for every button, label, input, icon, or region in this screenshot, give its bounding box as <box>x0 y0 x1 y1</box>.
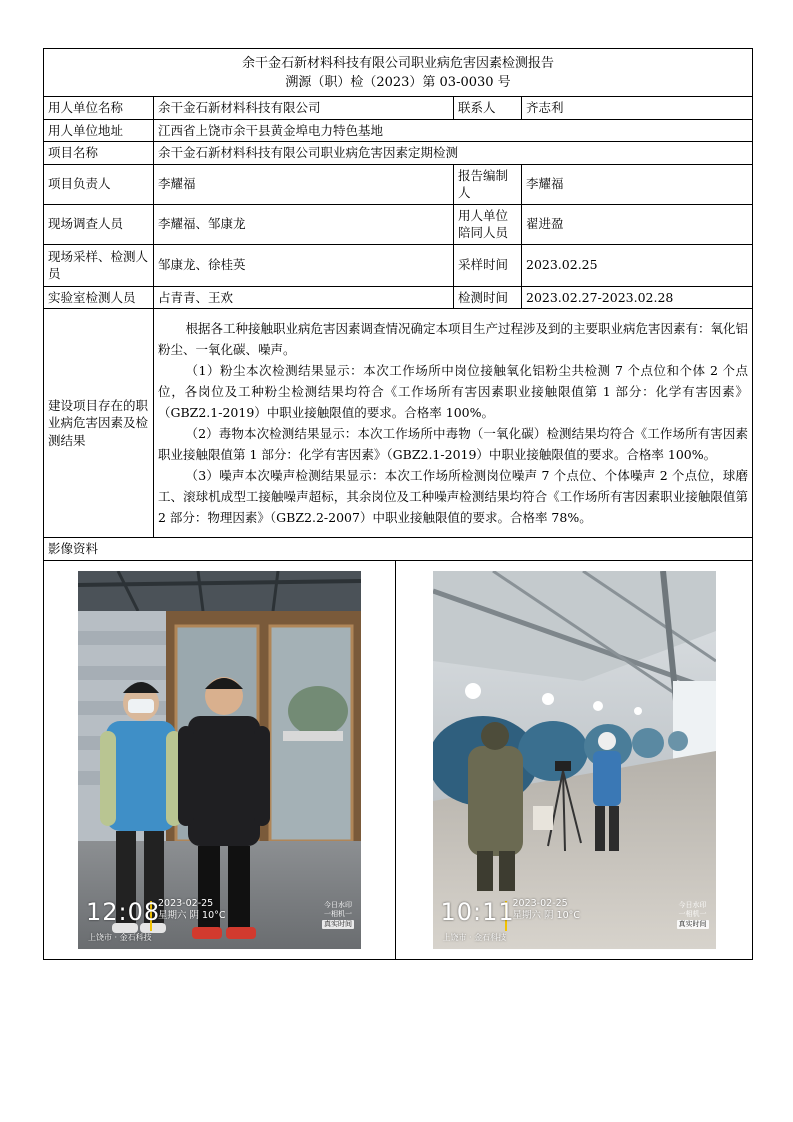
results-content <box>154 309 753 538</box>
escort-value: 翟进盈 <box>522 204 753 244</box>
report-sheet <box>43 48 752 960</box>
report-number: 溯源（职）检（2023）第 03-0030 号 <box>285 74 511 90</box>
photo-location: 上饶市 · 金石科技 <box>88 932 152 942</box>
results-dust: （1）粉尘本次检测结果显示：本次工作场所中岗位接触氧化铝粉尘共检测 7 个点位和个体 2 个点位，各岗位及工种粉尘检测结果均符合《工作场所有害因素职业接触限值第 1 部分：化学有害因素》（GBZ2.1-2019）中职业接触限值的要求。合格率 100%。 <box>158 363 748 420</box>
photo-time: 10:11 <box>440 897 515 926</box>
watermark-badge: 今日水印 一相机一 真实时间 <box>324 900 352 928</box>
images-label: 影像资料 <box>44 538 753 561</box>
photo-cell-left <box>44 560 396 959</box>
watermark-badge: 今日水印 一相机一 真实时间 <box>678 900 707 928</box>
results-toxic: （2）毒物本次检测结果显示：本次工作场所中毒物（一氧化碳）检测结果均符合《工作场所有害因素职业接触限值第 1 部分：化学有害因素》（GBZ2.1-2019）中职业接触限值的要求。合格率 100%。 <box>158 426 748 462</box>
contact-label: 联系人 <box>454 97 522 120</box>
photo-time: 12:08 <box>86 897 161 926</box>
photo-staff-entrance-image <box>78 571 361 949</box>
results-label: 建设项目存在的职业病危害因素及检测结果 <box>44 309 154 538</box>
test-time-value: 2023.02.27-2023.02.28 <box>522 286 753 309</box>
photo-date: 2023-02-25 星期六 阴 10°C <box>512 897 581 921</box>
photo-workshop-testing-image <box>433 571 716 949</box>
photo-location: 上饶市 · 金石科技 <box>442 932 507 942</box>
report-title: 余干金石新材料科技有限公司职业病危害因素检测报告 <box>241 55 554 71</box>
test-time-label: 检测时间 <box>454 286 522 309</box>
results-noise: （3）噪声本次噪声检测结果显示：本次工作场所检测岗位噪声 7 个点位、个体噪声 2 个点位，球磨工、滚球机成型工接触噪声超标，其余岗位及工种噪声检测结果均符合《工作场所有害因素职业接触限值第 2 部分：物理因素》（GBZ2.2-2007）中职业接触限值的要求。合格率 78%。 <box>158 468 748 525</box>
report-header <box>44 49 753 97</box>
photo-cell-right <box>396 560 753 959</box>
writer-value: 李耀福 <box>522 164 753 204</box>
employer-value: 余干金石新材料科技有限公司 <box>154 97 454 120</box>
photo-workshop-testing <box>433 571 716 949</box>
employer-label: 用人单位名称 <box>44 97 154 120</box>
sampling-time-value: 2023.02.25 <box>522 244 753 286</box>
contact-value: 齐志利 <box>522 97 753 120</box>
lab-label: 实验室检测人员 <box>44 286 154 309</box>
photo-staff-entrance <box>78 571 361 949</box>
survey-value: 李耀福、邹康龙 <box>154 204 454 244</box>
sampling-time-label: 采样时间 <box>454 244 522 286</box>
writer-label: 报告编制人 <box>454 164 522 204</box>
address-label: 用人单位地址 <box>44 119 154 142</box>
project-label: 项目名称 <box>44 142 154 165</box>
address-value: 江西省上饶市余干县黄金埠电力特色基地 <box>154 119 753 142</box>
report-table <box>43 48 753 960</box>
project-value: 余干金石新材料科技有限公司职业病危害因素定期检测 <box>154 142 753 165</box>
photo-date: 2023-02-25 星期六 阴 10°C <box>158 897 226 921</box>
escort-label: 用人单位陪同人员 <box>454 204 522 244</box>
results-intro: 根据各工种接触职业病危害因素调查情况确定本项目生产过程涉及到的主要职业病危害因素有：氧化铝粉尘、一氧化碳、噪声。 <box>158 321 749 357</box>
sampling-label: 现场采样、检测人员 <box>44 244 154 286</box>
leader-label: 项目负责人 <box>44 164 154 204</box>
survey-label: 现场调查人员 <box>44 204 154 244</box>
sampling-value: 邹康龙、徐桂英 <box>154 244 454 286</box>
leader-value: 李耀福 <box>154 164 454 204</box>
lab-value: 占青青、王欢 <box>154 286 454 309</box>
